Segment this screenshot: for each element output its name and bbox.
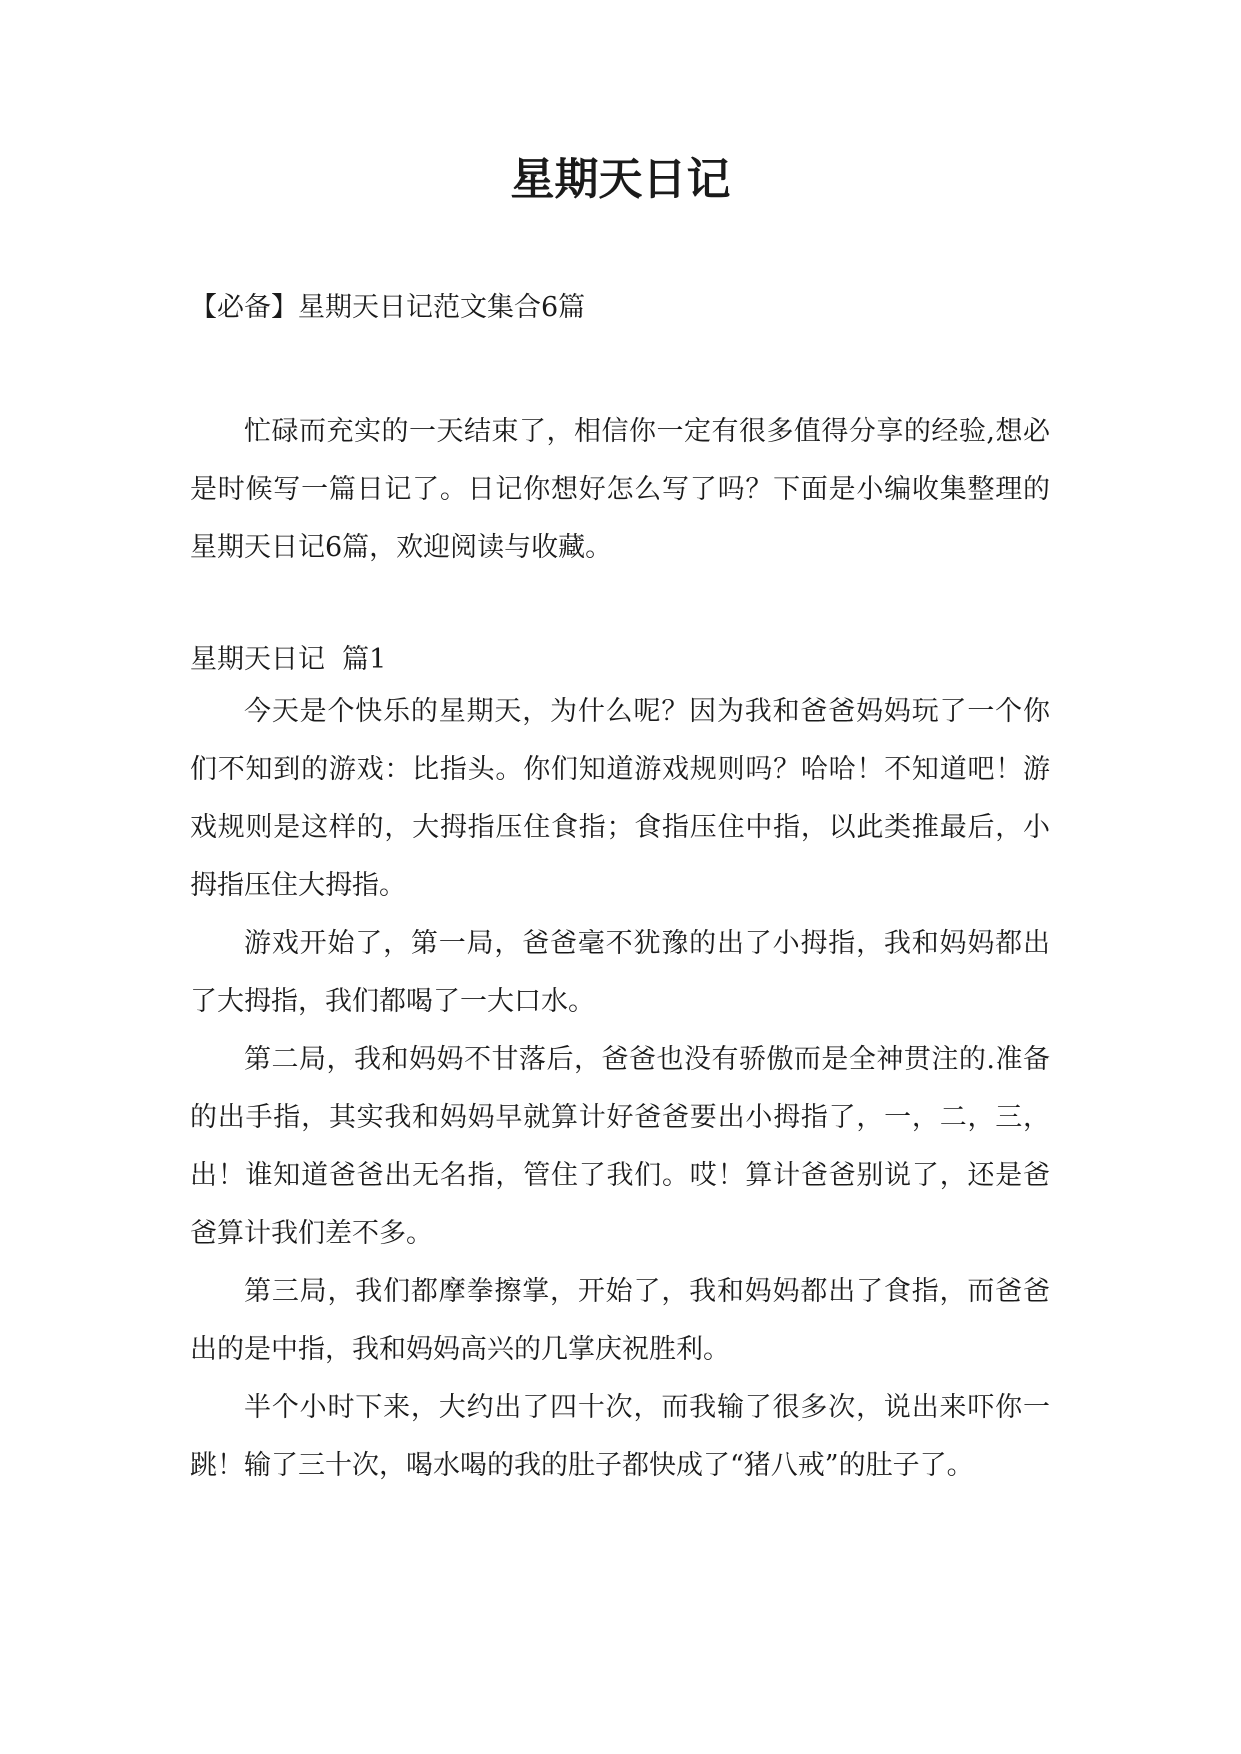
body-paragraph: 第二局，我和妈妈不甘落后，爸爸也没有骄傲而是全神贯注的.准备的出手指，其实我和妈妈早就算计好爸爸要出小拇指了，一，二，三，出！谁知道爸爸出无名指，管住了我们。哎！算计爸爸别说了，还是爸爸算计我们差不多。 xyxy=(190,1044,1050,1249)
body-paragraph: 今天是个快乐的星期天，为什么呢？因为我和爸爸妈妈玩了一个你们不知到的游戏：比指头。你们知道游戏规则吗？哈哈！不知道吧！游戏规则是这样的，大拇指压住食指；食指压住中指，以此类推最后，小拇指压住大拇指。 xyxy=(190,696,1050,901)
document-subtitle: 【必备】星期天日记范文集合6篇 xyxy=(190,292,586,323)
section-heading: 星期天日记 篇1 xyxy=(190,644,387,675)
body-paragraph: 游戏开始了，第一局，爸爸毫不犹豫的出了小拇指，我和妈妈都出了大拇指，我们都喝了一大口水。 xyxy=(190,928,1050,1017)
intro-paragraph: 忙碌而充实的一天结束了，相信你一定有很多值得分享的经验,想必是时候写一篇日记了。日记你想好怎么写了吗？下面是小编收集整理的星期天日记6篇，欢迎阅读与收藏。 xyxy=(190,416,1050,563)
body-paragraph: 第三局，我们都摩拳擦掌，开始了，我和妈妈都出了食指，而爸爸出的是中指，我和妈妈高兴的几掌庆祝胜利。 xyxy=(190,1276,1050,1365)
document-title: 星期天日记 xyxy=(510,154,731,205)
diary-entry xyxy=(190,683,1050,1495)
intro-block xyxy=(190,403,1050,577)
body-paragraph: 半个小时下来，大约出了四十次，而我输了很多次，说出来吓你一跳！输了三十次，喝水喝的我的肚子都快成了“猪八戒”的肚子了。 xyxy=(190,1392,1050,1481)
